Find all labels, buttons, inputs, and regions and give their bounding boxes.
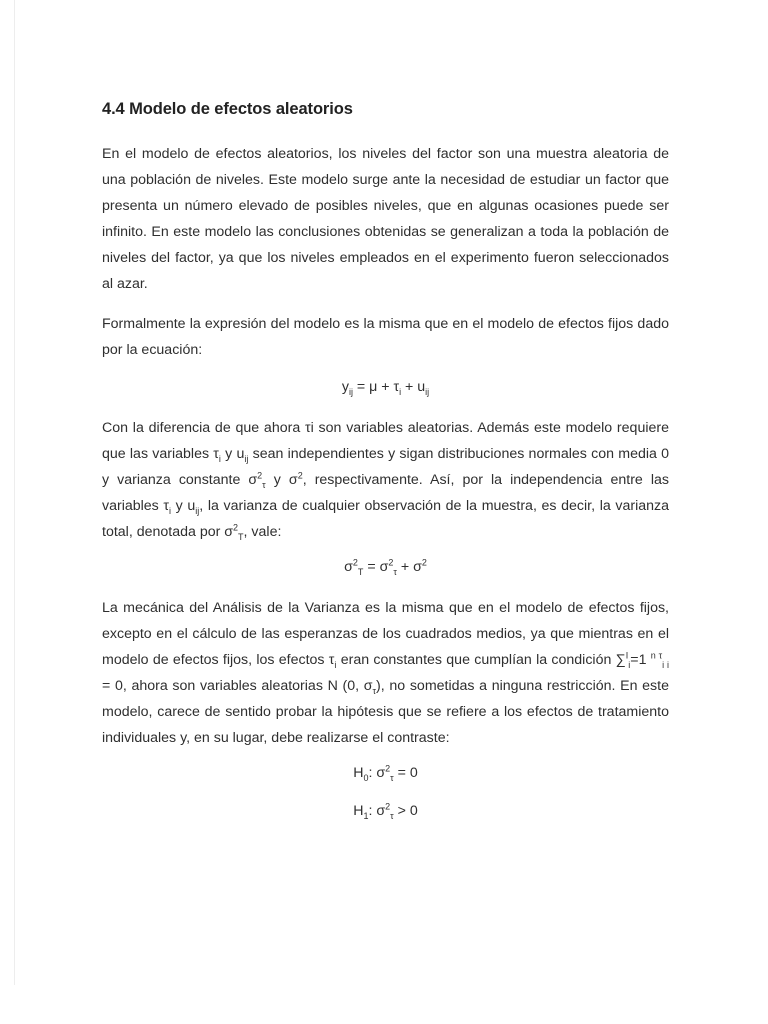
hypothesis-h1: $H_1$: $\sigma^2_\tau > 0$ (353, 801, 418, 821)
hypothesis-h0: $H_0$: $\sigma^2_\tau = 0$ (353, 763, 418, 783)
variance-equation: $\sigma^2_T = \sigma^2_\tau + \sigma^2$ (344, 557, 427, 577)
paragraph-3: Con la diferencia de que ahora τi son variables aleatorias. Además este modelo requiere que las variables $\tau_i$ y $u_{ij}$ sean independientes y sigan distribuciones normales con media 0 y varianza constante $\sigma^2_\tau$ y $\sigma^2$, respectivamente. Así, por la independencia entre las variables $\tau_i$ y $u_{ij}$, la varianza de cualquier observación de la muestra, es decir, la varianza total, denotada por $\sigma^2_T$, vale: (102, 420, 670, 542)
paragraph-1: En el modelo de efectos aleatorios, los niveles del factor son una muestra aleatoria de una población de niveles. Este modelo surge ante la necesidad de estudiar un factor que presenta un número elevado de posibles niveles, que en algunas ocasiones puede ser infinito. En este modelo las conclusiones obtenidas se generalizan a toda la población de niveles del factor, ya que los niveles empleados en el experimento fueron seleccionados al azar. (102, 146, 669, 292)
paragraph-4: La mecánica del Análisis de la Varianza es la misma que en el modelo de efectos fijos, excepto en el cálculo de las esperanzas de los cuadrados medios, ya que mientras en el modelo de efectos fijos, los efectos $\tau_i$ eran constantes que cumplían la condición ∑$^I_i$=1 $^{n \tau}_{i i}$ = 0, ahora son variables aleatorias N (0, $\sigma_\tau$), no sometidas a ninguna restricción. En este modelo, carece de sentido probar la hipótesis que se refiere a los efectos de tratamiento individuales y, en su lugar, debe realizarse el contraste: (102, 600, 669, 746)
document-page (102, 100, 669, 819)
model-equation: $y_{ij} = \mu + \tau_i + u_{ij}$ (341, 379, 430, 397)
section-title: 4.4 Modelo de efectos aleatorios (102, 100, 353, 118)
page-edge (14, 0, 15, 985)
paragraph-2: Formalmente la expresión del modelo es la misma que en el modelo de efectos fijos dado por la ecuación: (102, 316, 669, 358)
